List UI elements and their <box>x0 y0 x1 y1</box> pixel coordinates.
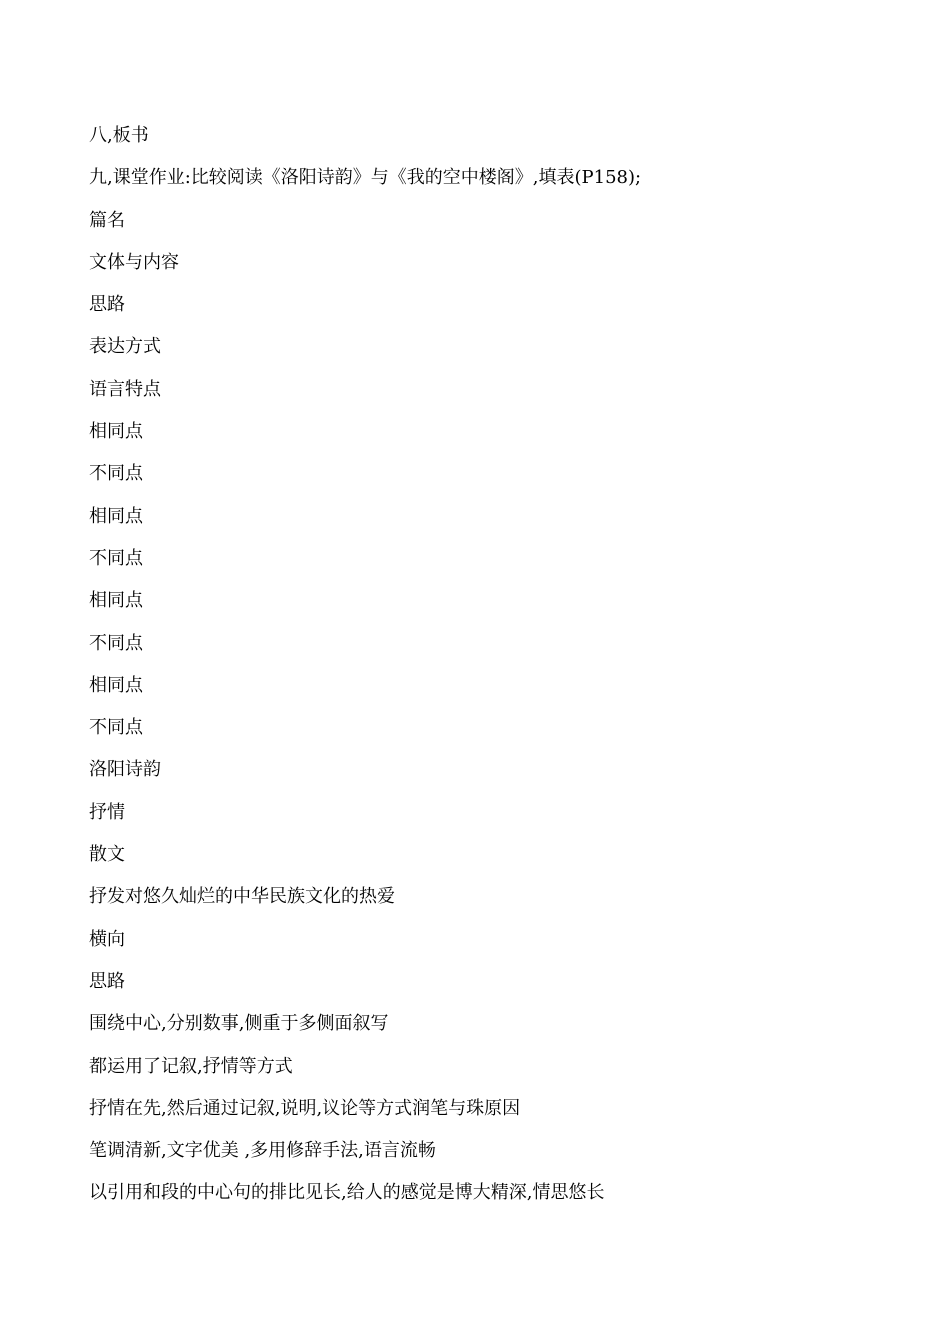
table-cell: 横向 <box>89 928 125 950</box>
table-cell: 思路 <box>89 970 125 992</box>
section-heading-classwork: 九,课堂作业:比较阅读《洛阳诗韵》与《我的空中楼阁》,填表(P158); <box>89 167 642 189</box>
table-subheader-different: 不同点 <box>89 463 143 485</box>
table-cell: 围绕中心,分别数事,侧重于多侧面叙写 <box>89 1013 389 1035</box>
table-cell: 抒发对悠久灿烂的中华民族文化的热爱 <box>89 886 395 908</box>
table-subheader-same: 相同点 <box>89 590 143 612</box>
table-header-expression: 表达方式 <box>89 336 161 358</box>
table-cell-title: 洛阳诗韵 <box>89 759 161 781</box>
table-subheader-different: 不同点 <box>89 632 143 654</box>
table-cell: 笔调清新,文字优美 ,多用修辞手法,语言流畅 <box>89 1140 436 1162</box>
table-header-language: 语言特点 <box>89 378 161 400</box>
table-cell: 都运用了记叙,抒情等方式 <box>89 1055 293 1077</box>
table-cell: 以引用和段的中心句的排比见长,给人的感觉是博大精深,情思悠长 <box>89 1182 605 1204</box>
table-cell: 抒情 <box>89 801 125 823</box>
table-header-structure: 思路 <box>89 294 125 316</box>
table-header-title: 篇名 <box>89 209 125 231</box>
table-cell: 抒情在先,然后通过记叙,说明,议论等方式润笔与珠原因 <box>89 1097 521 1119</box>
table-cell: 散文 <box>89 844 125 866</box>
table-header-genre-content: 文体与内容 <box>89 251 179 273</box>
table-subheader-same: 相同点 <box>89 505 143 527</box>
table-subheader-same: 相同点 <box>89 674 143 696</box>
table-subheader-different: 不同点 <box>89 547 143 569</box>
table-subheader-same: 相同点 <box>89 421 143 443</box>
table-subheader-different: 不同点 <box>89 717 143 739</box>
document-body <box>89 124 641 1224</box>
section-heading-blackboard: 八,板书 <box>89 125 149 146</box>
